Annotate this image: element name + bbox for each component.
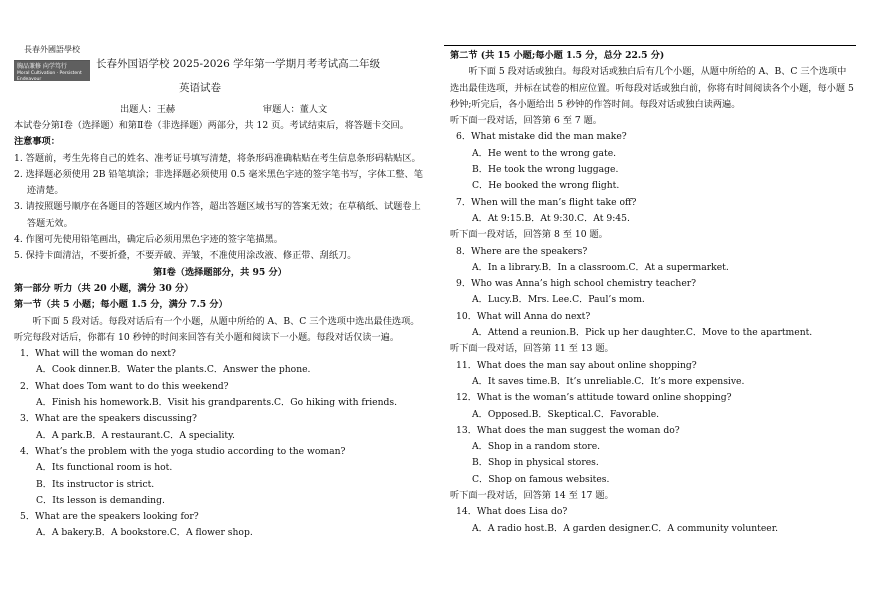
answer-options bbox=[14, 428, 426, 444]
right-column bbox=[450, 48, 855, 537]
option-c: C．Favorable. bbox=[593, 408, 660, 420]
answer-options bbox=[14, 395, 426, 411]
answer-options bbox=[450, 374, 855, 390]
option-b: B．Skeptical. bbox=[531, 408, 594, 420]
option-b: B．A bookstore. bbox=[95, 527, 170, 539]
option-a: A．In a library. bbox=[472, 261, 542, 273]
option-b: B．A restaurant. bbox=[85, 429, 164, 441]
section-instructions: 听下面 5 段对话。每段对话后有一个小题，从题中所给的 A、B、C 三个选项中选出最佳选项。听完每段对话后，你都有 10 秒钟的时间来回答有关小题和阅读下一小题。每段对话仅读一遍。 bbox=[14, 315, 420, 343]
option-a: A．At 9:15. bbox=[472, 212, 525, 224]
question-stem: 6．What mistake did the man make? bbox=[456, 131, 627, 143]
option-c: C．At 9:45. bbox=[577, 212, 630, 224]
answer-options bbox=[450, 521, 855, 537]
option-c: C．He booked the wrong flight. bbox=[472, 180, 620, 192]
school-logo bbox=[14, 40, 90, 82]
question-stem: 7．When will the man’s flight take off? bbox=[456, 196, 637, 208]
question-stem: 12．What is the woman’s attitude toward online shopping? bbox=[456, 392, 732, 404]
option-a: A．A park. bbox=[36, 429, 86, 441]
option-b: B．Its instructor is strict. bbox=[36, 478, 155, 490]
section-heading: 第二节 (共 15 小题;每小题 1.5 分，总分 22.5 分) bbox=[450, 50, 665, 61]
answer-options bbox=[450, 325, 855, 341]
answer-options bbox=[14, 362, 426, 378]
option-c: C．Go hiking with friends. bbox=[274, 397, 398, 409]
question-reviewer: 审题人：董人文 bbox=[262, 104, 328, 115]
answer-options bbox=[450, 407, 855, 423]
option-c: C．A flower shop. bbox=[169, 527, 253, 539]
note-item: 4. 作图可先使用铅笔画出，确定后必须用黑色字迹的签字笔描黑。 bbox=[14, 234, 283, 246]
option-a: A．A radio host. bbox=[472, 522, 548, 534]
section-heading: 第一节（共 5 小题；每小题 1.5 分，满分 7.5 分） bbox=[14, 299, 228, 311]
exam-makers bbox=[120, 101, 327, 115]
dialogue-lead: 听下面一段对话，回答第 6 至 7 题。 bbox=[450, 115, 602, 127]
option-b: B．Visit his grandparents. bbox=[151, 397, 275, 409]
option-b: B．A garden designer. bbox=[547, 522, 652, 534]
question-stem: 1．What will the woman do next? bbox=[20, 348, 176, 360]
question-stem: 3．What are the speakers discussing? bbox=[20, 413, 197, 425]
answer-options bbox=[450, 292, 855, 308]
note-item: 2. 选择题必须使用 2B 铅笔填涂；非选择题必须使用 0.5 毫米黑色字迹的签字笔书写，字体工整、笔迹清楚。 bbox=[14, 168, 423, 197]
option-c: C．It’s more expensive. bbox=[634, 375, 745, 387]
note-item: 3. 请按照题号顺序在各题目的答题区域内作答，超出答题区域书写的答案无效；在草稿纸、试题卷上答题无效。 bbox=[14, 201, 421, 229]
logo-motto: 胸品兼修 向学笃行 bbox=[17, 63, 67, 70]
question-stem: 13．What does the man suggest the woman do? bbox=[456, 424, 680, 436]
option-a: A．Attend a reunion. bbox=[472, 327, 570, 339]
dialogue-lead: 听下面一段对话，回答第 11 至 13 题。 bbox=[450, 343, 614, 355]
option-c: C．At a supermarket. bbox=[628, 261, 729, 273]
option-b: B．It’s unreliable. bbox=[550, 375, 635, 387]
option-b: B．Water the plants. bbox=[110, 364, 207, 376]
option-b: B．At 9:30. bbox=[524, 212, 578, 224]
logo-motto-band bbox=[14, 61, 90, 81]
option-b: B．Pick up her daughter. bbox=[569, 327, 686, 339]
option-a: A．Finish his homework. bbox=[36, 397, 152, 409]
notes-title: 注意事项： bbox=[14, 136, 60, 148]
option-b: B．He took the wrong luggage. bbox=[472, 164, 619, 176]
intro-text: 本试卷分第Ⅰ卷（选择题）和第Ⅱ卷（非选择题）两部分，共 12 页。考试结束后，将答题卡交回。 bbox=[14, 120, 409, 131]
dialogue-lead: 听下面一段对话，回答第 14 至 17 题。 bbox=[450, 490, 614, 502]
option-a: A．Its functional room is hot. bbox=[36, 462, 173, 474]
left-column bbox=[14, 118, 426, 542]
option-a: A．Cook dinner. bbox=[36, 364, 111, 376]
option-c: C．Answer the phone. bbox=[206, 364, 311, 376]
question-stem: 10．What will Anna do next? bbox=[456, 310, 591, 322]
option-c: C．Shop on famous websites. bbox=[472, 473, 610, 485]
option-c: C．A speciality. bbox=[163, 429, 235, 441]
question-stem: 5．What are the speakers looking for? bbox=[20, 511, 199, 523]
header-rule bbox=[444, 45, 856, 46]
dialogue-lead: 听下面一段对话，回答第 8 至 10 题。 bbox=[450, 229, 608, 241]
note-item: 1. 答题前，考生先将自己的姓名、准考证号填写清楚，将条形码准确粘贴在考生信息条形码粘贴区。 bbox=[14, 152, 421, 164]
exam-title: 长春外国语学校 2025-2026 学年第一学期月考考试高二年级 bbox=[96, 58, 381, 70]
option-c: C．Move to the apartment. bbox=[685, 327, 813, 339]
volume-heading: 第Ⅰ卷（选择题部分，共 95 分） bbox=[153, 266, 287, 278]
option-a: A．Lucy. bbox=[472, 294, 512, 306]
part-heading: 第一部分 听力（共 20 小题，满分 30 分） bbox=[14, 282, 194, 294]
answer-options bbox=[450, 260, 855, 276]
option-b: B．Mrs. Lee. bbox=[511, 294, 573, 306]
option-a: A．He went to the wrong gate. bbox=[472, 147, 617, 159]
option-c: C．Its lesson is demanding. bbox=[36, 494, 165, 506]
option-b: B．Shop in physical stores. bbox=[472, 457, 599, 469]
option-c: C．Paul’s mom. bbox=[572, 294, 645, 306]
question-stem: 14．What does Lisa do? bbox=[456, 506, 568, 518]
option-a: A．It saves time. bbox=[472, 375, 551, 387]
option-a: A．Shop in a random store. bbox=[472, 441, 601, 453]
option-c: C．A community volunteer. bbox=[651, 522, 779, 534]
question-maker: 出题人：王赫 bbox=[120, 104, 176, 115]
question-stem: 9．Who was Anna’s high school chemistry teacher? bbox=[456, 278, 697, 290]
question-stem: 8．Where are the speakers? bbox=[456, 245, 588, 257]
answer-options bbox=[14, 525, 426, 541]
question-stem: 2．What does Tom want to do this weekend? bbox=[20, 380, 229, 392]
answer-options bbox=[450, 211, 855, 227]
option-a: A．A bakery. bbox=[36, 527, 96, 539]
option-b: B．In a classroom. bbox=[541, 261, 629, 273]
logo-subtext: Moral Cultivation · Persistent Endeavour bbox=[17, 71, 82, 82]
note-item: 5. 保持卡面清洁，不要折叠，不要弄破、弄皱，不准使用涂改液、修正带、刮纸刀。 bbox=[14, 250, 357, 262]
exam-subject: 英语试卷 bbox=[179, 82, 221, 94]
section-instructions: 听下面 5 段对话或独白。每段对话或独白后有几个小题，从题中所给的 A、B、C 三个选项中选出最佳选项，并标在试卷的相应位置。听每段对话或独白前，你将有时间阅读各个小题，每小题 5 秒钟;听完后，各小题给出 5 秒钟的作答时间。每段对话或独白读两遍。 bbox=[450, 66, 854, 110]
question-stem: 11．What does the man say about online shopping? bbox=[456, 359, 697, 371]
logo-name: 長春外國語學校 bbox=[14, 40, 90, 61]
option-a: A．Opposed. bbox=[472, 408, 532, 420]
question-stem: 4．What’s the problem with the yoga studio according to the woman? bbox=[20, 445, 346, 457]
